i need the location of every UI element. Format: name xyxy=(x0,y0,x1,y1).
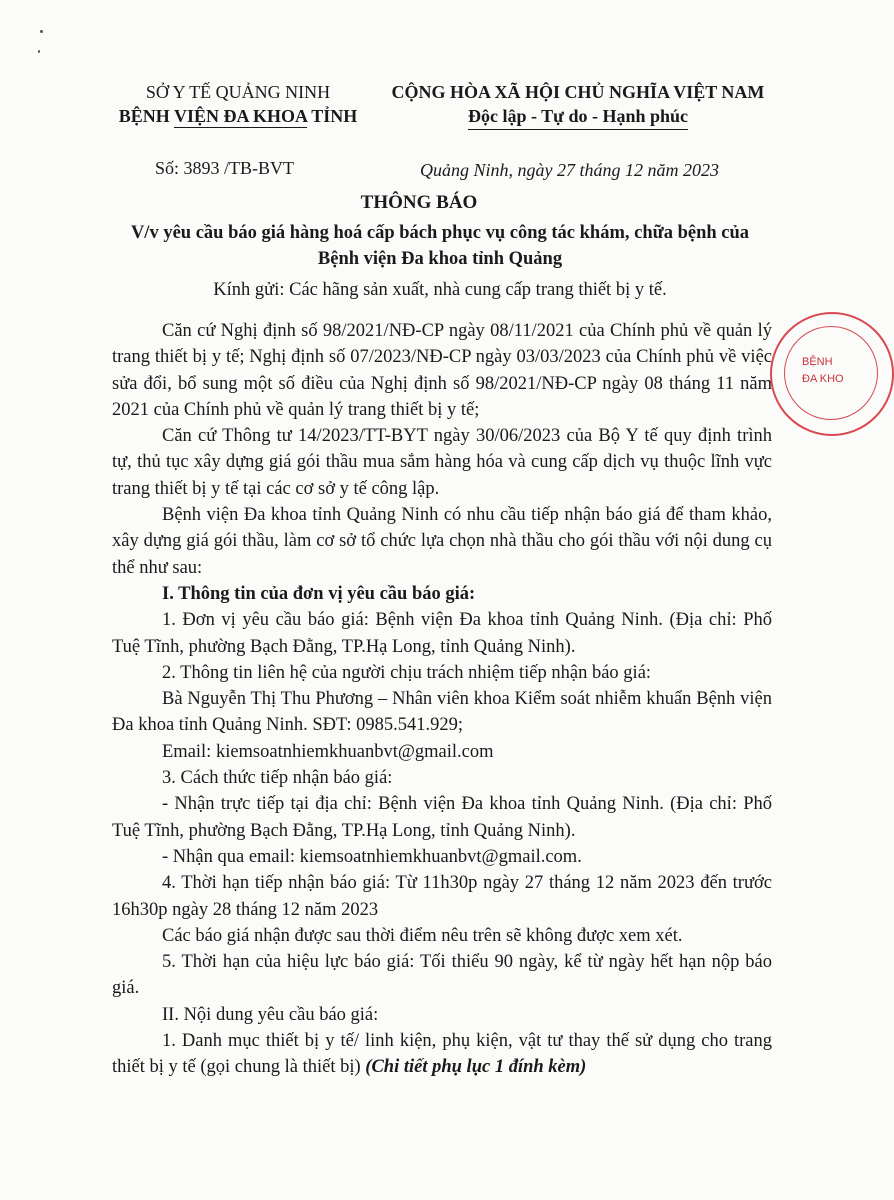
seal-text-line: BỆNH xyxy=(802,356,833,368)
red-seal-stamp xyxy=(770,312,894,436)
agency-name xyxy=(88,104,388,128)
nation-name: CỘNG HÒA XÃ HỘI CHỦ NGHĨA VIỆT NAM xyxy=(391,82,765,102)
paragraph: 4. Thời hạn tiếp nhận báo giá: Từ 11h30p ngày 27 tháng 12 năm 2023 đến trước 16h30p ngày 28 tháng 12 năm 2023 xyxy=(112,873,772,920)
paragraph: Các báo giá nhận được sau thời điểm nêu trên sẽ không được xem xét. xyxy=(162,925,683,946)
document-title: THÔNG BÁO xyxy=(360,192,478,213)
paragraph: Căn cứ Nghị định số 98/2021/NĐ-CP ngày 08/11/2021 của Chính phủ về quản lý trang thiết bị y tế; Nghị định số 07/2023/NĐ-CP ngày 03/03/2023 của Chính phủ về việc sửa đổi, bổ sung một số điều của Nghị định số 98/2021/NĐ-CP ngày 08 tháng 11 năm 2021 của Chính phủ về quản lý trang thiết bị y tế; xyxy=(112,321,772,420)
paragraph: Căn cứ Thông tư 14/2023/TT-BYT ngày 30/06/2023 của Bộ Y tế quy định trình tự, thủ tục xây dựng giá gói thầu mua sắm hàng hóa và cung cấp dịch vụ thuộc lĩnh vực trang thiết bị y tế tại các cơ sở y tế công lập. xyxy=(112,426,772,499)
paragraph xyxy=(112,1028,772,1081)
agency-name-part: BỆNH xyxy=(118,106,174,126)
recipient-line: Kính gửi: Các hãng sản xuất, nhà cung cấp trang thiết bị y tế. xyxy=(213,280,667,300)
paragraph: 1. Đơn vị yêu cầu báo giá: Bệnh viện Đa khoa tỉnh Quảng Ninh. (Địa chỉ: Phố Tuệ Tĩnh, phường Bạch Đằng, TP.Hạ Long, tỉnh Quảng Ninh). xyxy=(112,610,772,657)
agency-name-part: TỈNH xyxy=(307,106,358,126)
section-heading: I. Thông tin của đơn vị yêu cầu báo giá: xyxy=(162,583,476,604)
agency-parent: SỞ Y TẾ QUẢNG NINH xyxy=(145,82,331,102)
appendix-reference: (Chi tiết phụ lục 1 đính kèm) xyxy=(365,1057,587,1078)
paragraph: 2. Thông tin liên hệ của người chịu trách nhiệm tiếp nhận báo giá: xyxy=(162,662,652,683)
paragraph: Bà Nguyễn Thị Thu Phương – Nhân viên khoa Kiểm soát nhiễm khuẩn Bệnh viện Đa khoa tỉnh Quảng Ninh. SĐT: 0985.541.929; xyxy=(112,689,772,736)
paragraph-text: 1. Danh mục thiết bị y tế/ linh kiện, phụ kiện, vật tư thay thế sử dụng cho trang thiết bị y tế (gọi chung là thiết bị) xyxy=(112,1031,772,1078)
document-subtitle: V/v yêu cầu báo giá hàng hoá cấp bách phục vụ công tác khám, chữa bệnh của Bệnh viện Đa khoa tỉnh Quảng xyxy=(130,223,750,269)
scan-speck xyxy=(40,30,43,33)
scan-speck xyxy=(38,50,40,53)
nation-motto: Độc lập - Tự do - Hạnh phúc xyxy=(468,104,688,130)
document-body xyxy=(112,318,772,1081)
paragraph: 5. Thời hạn của hiệu lực báo giá: Tối thiểu 90 ngày, kể từ ngày hết hạn nộp báo giá. xyxy=(112,952,772,999)
paragraph: - Nhận trực tiếp tại địa chỉ: Bệnh viện Đa khoa tỉnh Quảng Ninh. (Địa chỉ: Phố Tuệ Tĩnh, phường Bạch Đằng, TP.Hạ Long, tỉnh Quảng Ninh). xyxy=(112,794,772,841)
date-line: Quảng Ninh, ngày 27 tháng 12 năm 2023 xyxy=(420,160,719,180)
paragraph: 3. Cách thức tiếp nhận báo giá: xyxy=(162,768,393,789)
document-number: Số: 3893 /TB-BVT xyxy=(155,158,295,178)
seal-text-line: ĐA KHO xyxy=(802,373,844,385)
national-header xyxy=(378,80,778,130)
section-heading-2: II. Nội dung yêu cầu báo giá: xyxy=(162,1004,379,1025)
email-line: Email: kiemsoatnhiemkhuanbvt@gmail.com xyxy=(162,741,494,762)
paragraph: - Nhận qua email: kiemsoatnhiemkhuanbvt@gmail.com. xyxy=(162,846,582,867)
agency-name-underlined: VIỆN ĐA KHOA xyxy=(173,106,308,126)
seal-text xyxy=(802,354,844,388)
paragraph: Bệnh viện Đa khoa tỉnh Quảng Ninh có nhu cầu tiếp nhận báo giá để tham khảo, xây dựng giá gói thầu, làm cơ sở tổ chức lựa chọn nhà thầu cho gói thầu với nội dung cụ thể như sau: xyxy=(112,505,772,578)
agency-header xyxy=(88,80,388,128)
